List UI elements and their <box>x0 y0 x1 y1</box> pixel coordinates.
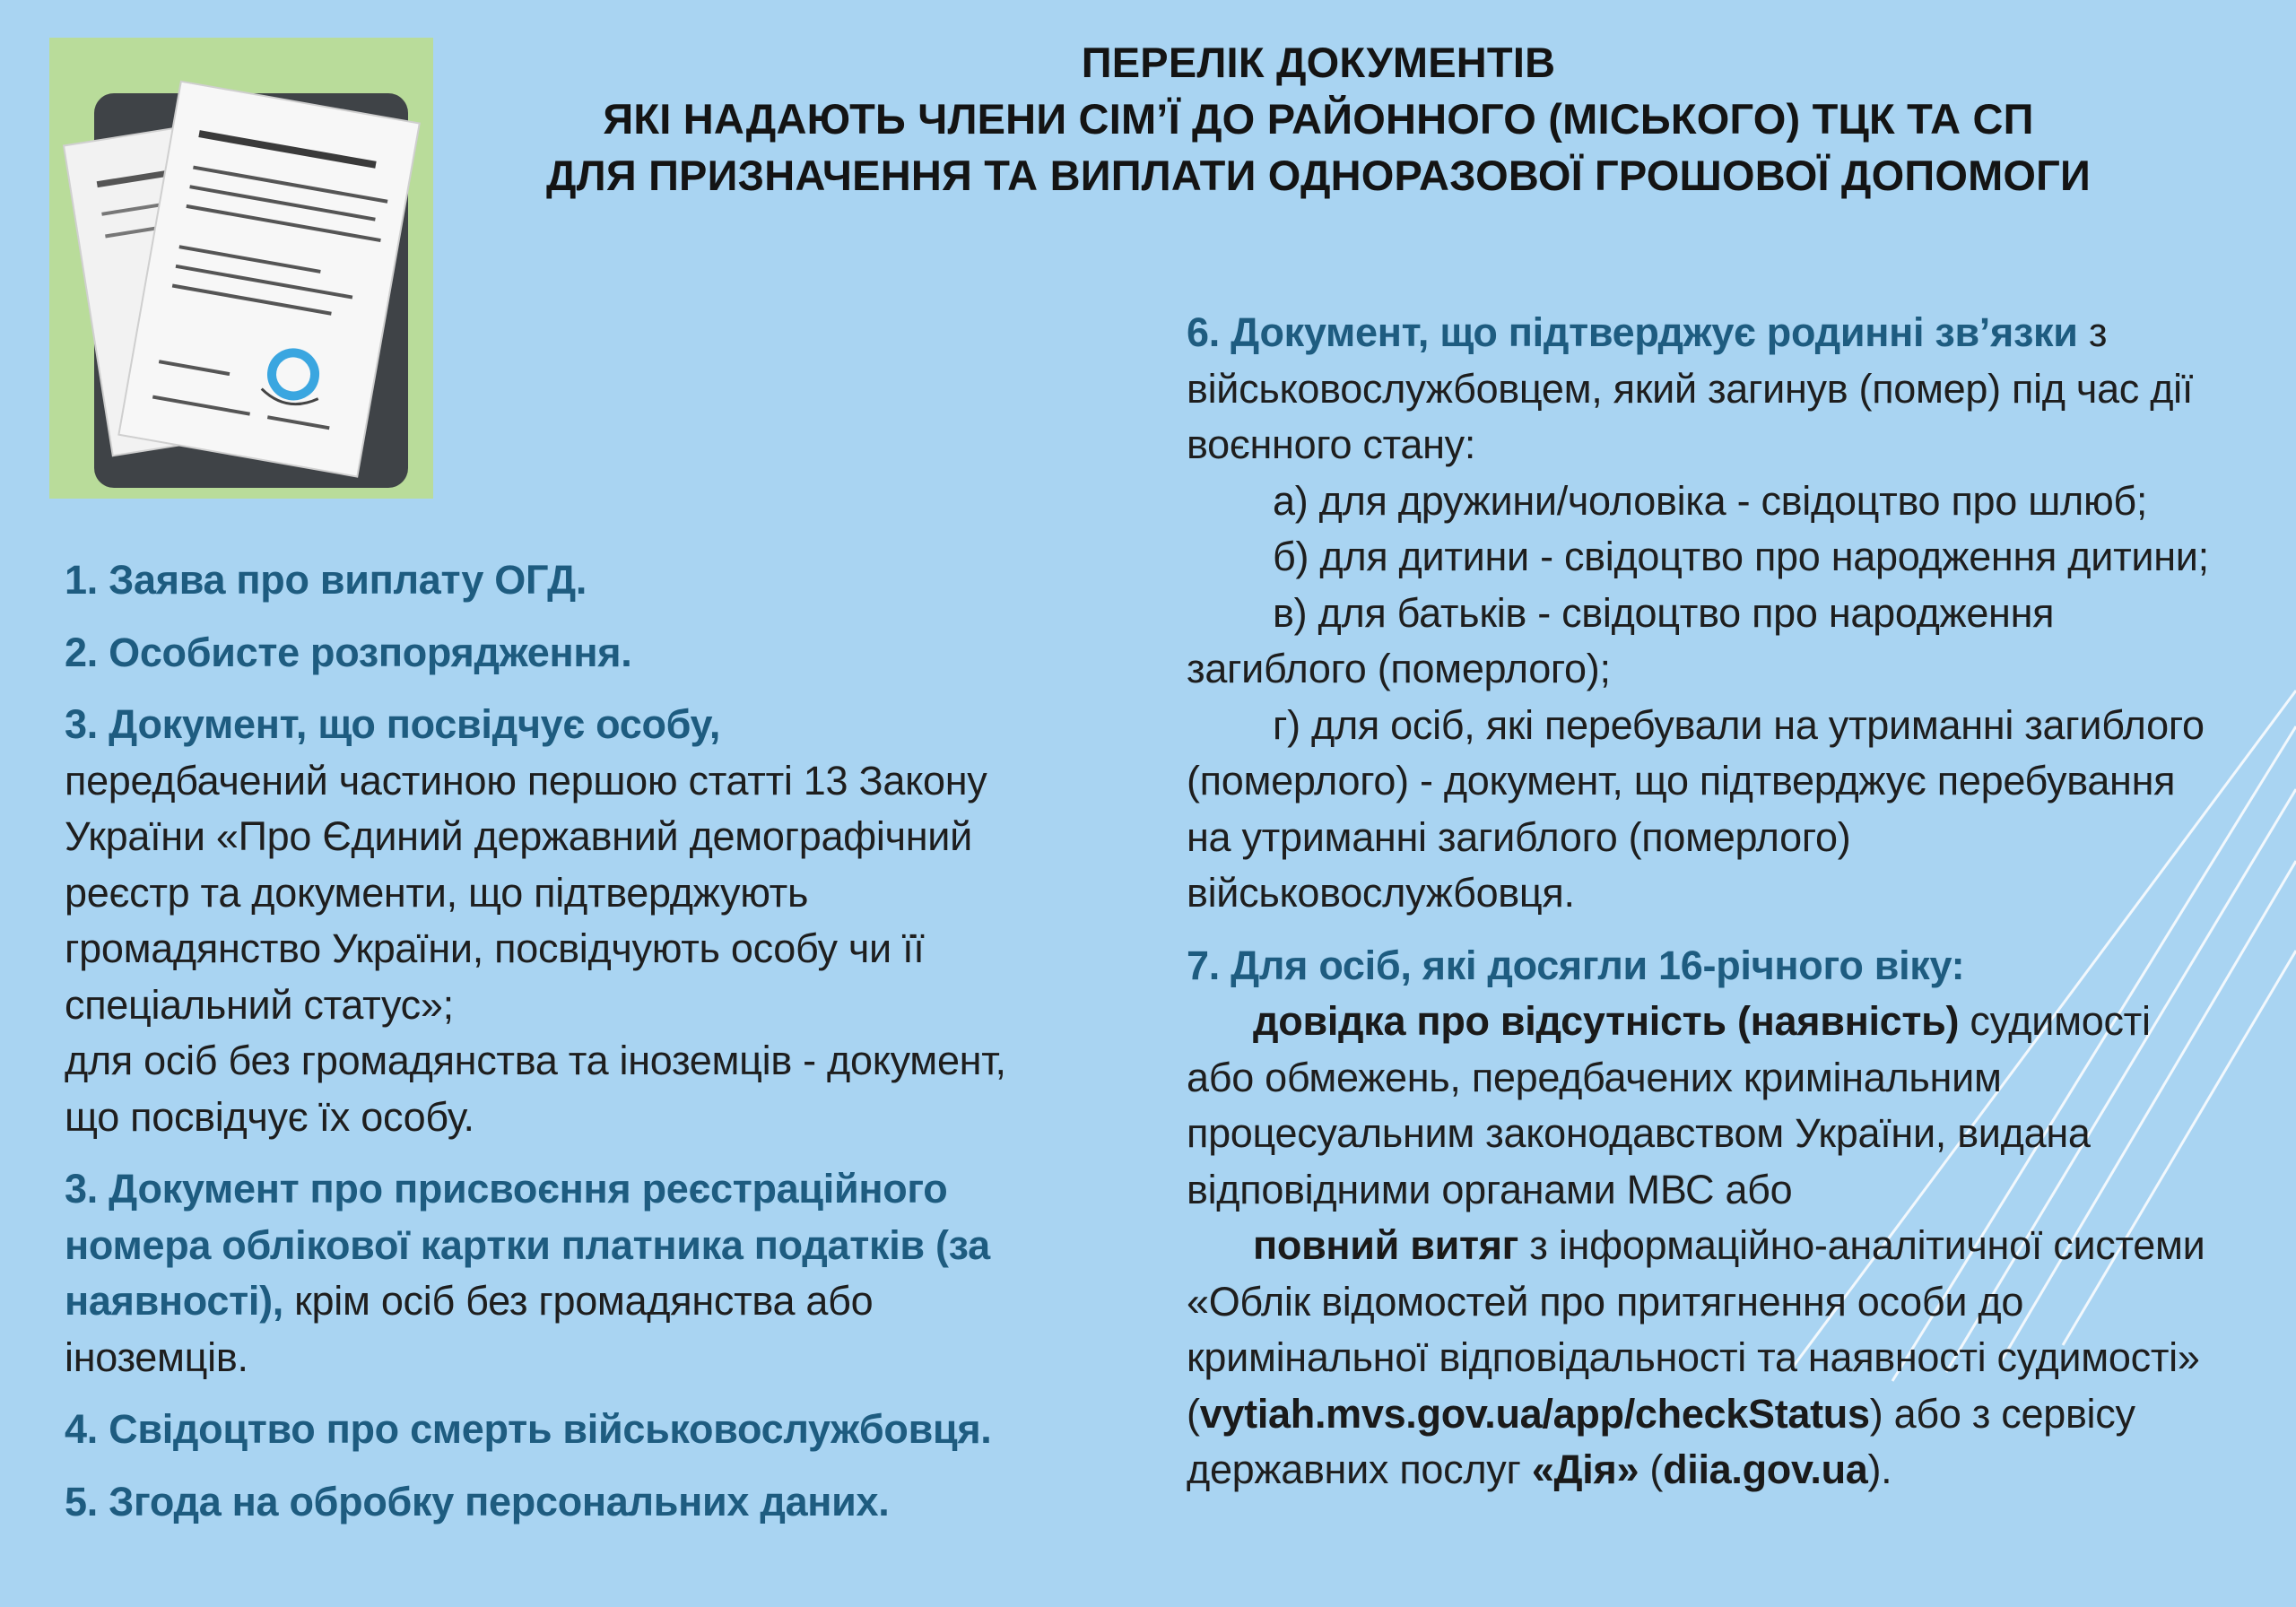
item-7-line-4: відповідними органами МВС або <box>1187 1166 1793 1212</box>
item-3b-bold: наявності), <box>65 1278 283 1324</box>
item-6-line-1 <box>1187 305 2245 361</box>
item-7-line-9 <box>1187 1442 2245 1498</box>
item-3b-line-4: іноземців. <box>65 1333 248 1380</box>
item-6-d1: г) для осіб, які перебували на утриманні загиблого <box>1273 701 2205 748</box>
item-3b-line-3 <box>65 1273 1069 1330</box>
item-6-line-2: військовослужбовцем, який загинув (помер) під час дії <box>1187 365 2194 412</box>
item-3-line-7: що посвідчує їх особу. <box>65 1093 474 1140</box>
item-6-d2: (померлого) - документ, що підтверджує перебування <box>1187 758 2176 804</box>
item-7-line-9-c: ). <box>1867 1446 1892 1492</box>
item-6-d3: на утриманні загиблого (померлого) <box>1187 813 1851 860</box>
item-3-heading: 3. Документ, що посвідчує особу, <box>65 701 721 747</box>
item-3-line-5: спеціальний статус»; <box>65 981 454 1028</box>
item-7-line-5 <box>1187 1218 2245 1274</box>
left-column <box>65 552 1069 1546</box>
item-6-line-3: воєнного стану: <box>1187 421 1476 467</box>
title-line-3: ДЛЯ ПРИЗНАЧЕННЯ ТА ВИПЛАТИ ОДНОРАЗОВОЇ ГРОШОВОЇ ДОПОМОГИ <box>545 152 2092 199</box>
item-6-heading-rest: з <box>2077 309 2108 355</box>
item-7-line-8 <box>1187 1386 2245 1443</box>
item-1: 1. Заява про виплату ОГД. <box>65 557 587 603</box>
item-6-c2: загиблого (померлого); <box>1187 646 1611 691</box>
item-4: 4. Свідоцтво про смерть військовослужбовця. <box>65 1406 992 1452</box>
item-7-line-9-b: ( <box>1639 1446 1664 1492</box>
item-3-line-3: реєстр та документи, що підтверджують <box>65 869 809 916</box>
title-line-2: ЯКІ НАДАЮТЬ ЧЛЕНИ СІМ’Ї ДО РАЙОННОГО (МІСЬКОГО) ТЦК ТА СП <box>603 95 2034 143</box>
item-7-heading: 7. Для осіб, які досягли 16-річного віку: <box>1187 942 1965 988</box>
item-7 <box>1187 938 2245 1498</box>
item-3b-line-1: 3. Документ про присвоєння реєстраційного <box>65 1166 948 1212</box>
page-title <box>466 34 2170 204</box>
item-7-line-9-a: державних послуг <box>1187 1446 1532 1492</box>
checkstatus-link[interactable]: vytiah.mvs.gov.ua/app/checkStatus <box>1199 1390 1870 1437</box>
item-6-heading: 6. Документ, що підтверджує родинні зв’язки <box>1187 309 2078 355</box>
item-7-line-2: або обмежень, передбачених кримінальним <box>1187 1054 2002 1100</box>
title-line-1: ПЕРЕЛІК ДОКУМЕНТІВ <box>1081 39 1556 86</box>
item-7-ext-bold: повний витяг <box>1253 1222 1519 1268</box>
item-3-line-6: для осіб без громадянства та іноземців - документ, <box>65 1038 1006 1083</box>
item-7-ext-rest: з інформаційно-аналітичної системи <box>1518 1222 2205 1268</box>
documents-with-seal-icon <box>49 38 433 499</box>
item-7-line-7: кримінальної відповідальності та наявності судимості» <box>1187 1334 2200 1380</box>
item-3 <box>65 697 1069 1145</box>
item-7-url-open: ( <box>1187 1390 1200 1437</box>
item-3-line-2: України «Про Єдиний державний демографічний <box>65 813 972 859</box>
item-7-line-1 <box>1187 994 2245 1050</box>
item-7-ref-bold: довідка про відсутність (наявність) <box>1253 998 1960 1044</box>
item-7-url-rest: ) або з сервісу <box>1869 1390 2135 1437</box>
item-3b <box>65 1161 1069 1385</box>
diia-link[interactable]: diia.gov.ua <box>1663 1446 1868 1492</box>
item-5: 5. Згода на обробку персональних даних. <box>65 1478 890 1524</box>
item-3-line-1: передбачений частиною першою статті 13 Закону <box>65 757 987 804</box>
item-6-c1: в) для батьків - свідоцтво про народження <box>1273 589 2055 636</box>
item-7-line-3: процесуальним законодавством України, видана <box>1187 1110 2091 1156</box>
item-6 <box>1187 305 2245 922</box>
right-column <box>1187 305 2245 1515</box>
item-3b-rest: крім осіб без громадянства або <box>283 1278 874 1324</box>
diia-name: «Дія» <box>1531 1446 1639 1492</box>
item-3-line-4: громадянство України, посвідчують особу чи її <box>65 925 925 971</box>
item-6-a: а) для дружини/чоловіка - свідоцтво про шлюб; <box>1273 477 2148 524</box>
item-3b-line-2: номера облікової картки платника податків (за <box>65 1221 990 1268</box>
item-7-line-6: «Облік відомостей про притягнення особи до <box>1187 1278 2024 1325</box>
documents-illustration <box>49 38 433 499</box>
item-6-d4: військовослужбовця. <box>1187 870 1575 916</box>
item-7-ref-rest: судимості <box>1959 998 2151 1044</box>
item-2: 2. Особисте розпорядження. <box>65 629 632 675</box>
item-6-b: б) для дитини - свідоцтво про народження дитини; <box>1273 534 2209 579</box>
